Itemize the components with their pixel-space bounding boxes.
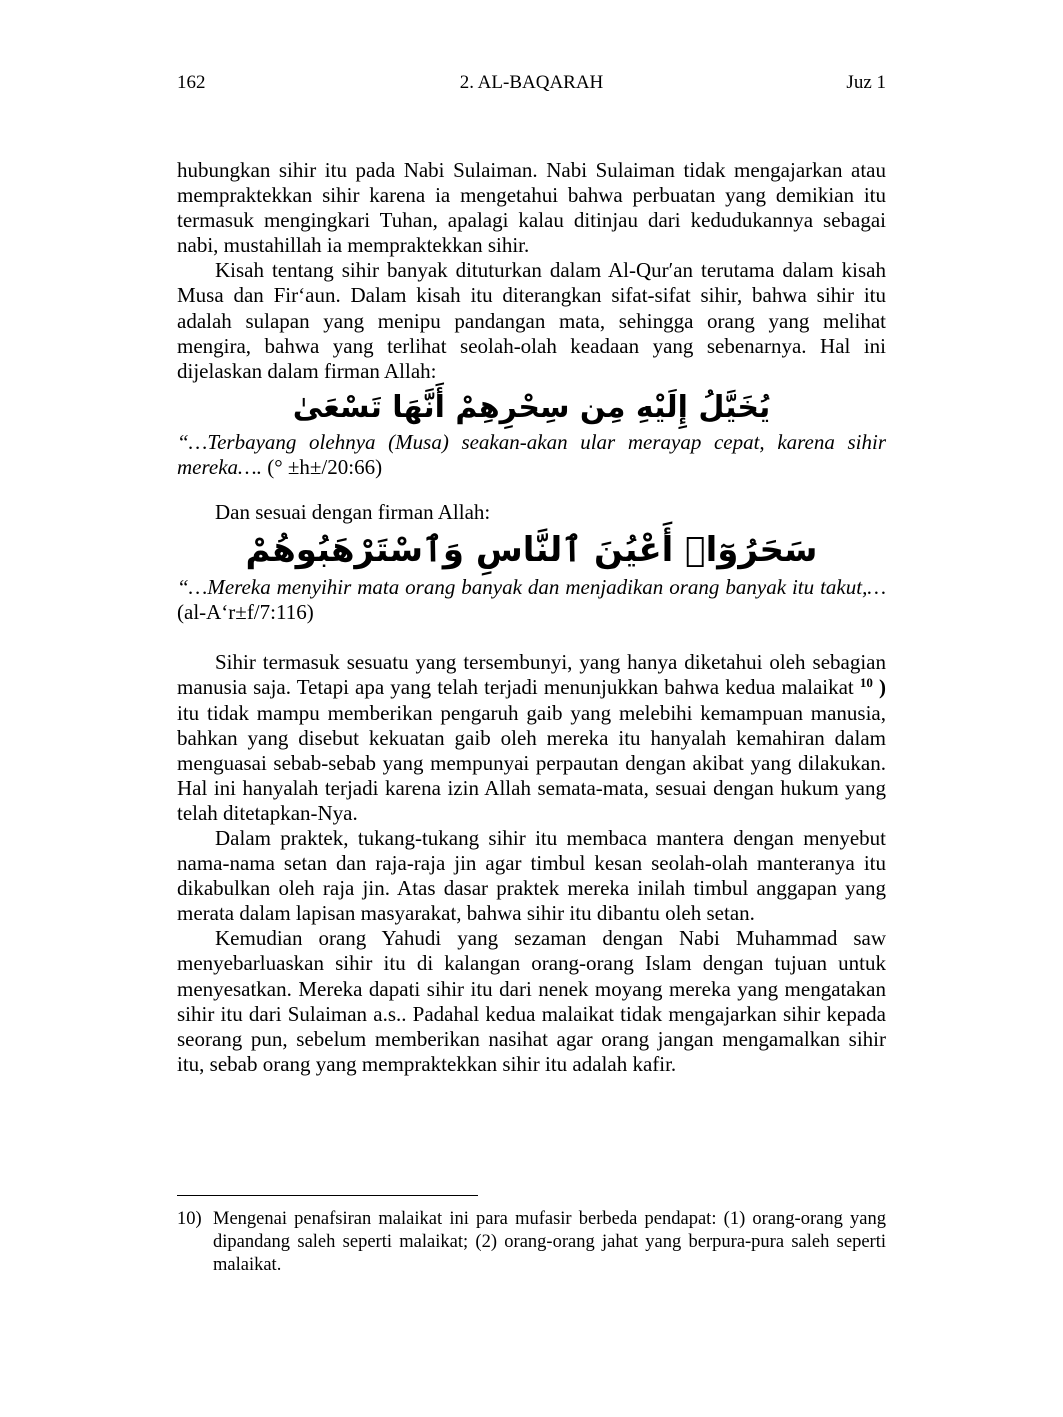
arabic-verse-2: سَحَرُوٓا۟ أَعْيُنَ ٱلنَّاسِ وَٱسْتَرْهَبُوهُمْ [245,530,818,571]
footnote-paren: ) [879,675,887,700]
paragraph-4 [177,650,886,826]
translation-2 [177,575,886,625]
translation-1-reference: (° ±h±/20:66) [261,454,383,479]
page-number: 162 [177,72,206,93]
page-body [177,158,886,1077]
paragraph-4-start: Sihir termasuk sesuatu yang tersembunyi, yang hanya diketahui oleh sebagian manusia saja. Tetapi apa yang telah terjadi menunjukkan bahwa kedua malaikat [177,650,886,700]
footnote [177,1208,886,1277]
translation-2-text: “…Mereka menyihir mata orang banyak dan menjadikan orang banyak itu takut,… [177,575,886,600]
footnote-divider [177,1195,478,1196]
juz-label: Juz 1 [846,72,886,93]
page-header [177,72,886,100]
translation-1 [177,430,886,480]
footnote-number: 10) [177,1209,202,1229]
paragraph-5: Dalam praktek, tukang-tukang sihir itu membaca mantera dengan menyebut nama-nama setan dan raja-raja jin agar timbul kesan seolah-olah manteranya itu dikabulkan oleh raja jin. Atas dasar praktek mereka inilah timbul anggapan yang merata dalam lapisan masyarakat, bahwa sihir itu dibantu oleh setan. [177,825,886,926]
footnote-reference[interactable]: 10 [859,675,873,691]
arabic-verse-1: يُخَيَّلُ إِلَيْهِ مِن سِحْرِهِمْ أَنَّهَا تَسْعَىٰ [292,389,771,425]
paragraph-1: hubungkan sihir itu pada Nabi Sulaiman. Nabi Sulaiman tidak mengajarkan atau mempraktekkan sihir karena ia mengetahui bahwa perbuatan yang demikian itu termasuk mengingkari Tuhan, apalagi kalau ditinjau dari kedudukannya sebagai nabi, mustahillah ia mempraktekkan sihir. [177,158,886,258]
paragraph-4-end: itu tidak mampu memberikan pengaruh gaib yang melebihi kemampuan manusia, bahkan yang disebut kekuatan gaib oleh mereka itu hanyalah kemahiran dalam menguasai sebab-sebab yang mempunyai perpautan dengan akibat yang dilakukan. Hal ini hanyalah terjadi karena izin Allah semata-mata, sesuai dengan hukum yang telah ditetapkan-Nya. [177,700,886,825]
translation-2-reference: (al-A‘r±f/7:116) [177,600,314,625]
paragraph-6: Kemudian orang Yahudi yang sezaman dengan Nabi Muhammad saw menyebarluaskan sihir itu di kalangan orang-orang Islam dengan tujuan untuk menyesatkan. Mereka dapati sihir itu dari nenek moyang mereka yang mengatakan sihir itu dari Sulaiman a.s.. Padahal kedua malaikat tidak mengajarkan sihir kepada seorang pun, sebelum memberikan nasihat agar orang jangan mengamalkan sihir itu, sebab orang yang mempraktekkan sihir itu adalah kafir. [177,926,886,1076]
chapter-title: 2. AL-BAQARAH [459,72,604,93]
translation-1-text: “…Terbayang olehnya (Musa) seakan-akan ular merayap cepat, karena sihir mereka…. [177,429,886,479]
footnote-text: Mengenai penafsiran malaikat ini para mufasir berbeda pendapat: (1) orang-orang yang dipandang saleh seperti malaikat; (2) orang-orang jahat yang berpura-pura saleh seperti malaikat. [213,1209,886,1275]
paragraph-2: Kisah tentang sihir banyak dituturkan dalam Al-Qur′an terutama dalam kisah Musa dan Fir‘aun. Dalam kisah itu diterangkan sifat-sifat sihir, bahwa sihir itu adalah sulapan yang menipu pandangan mata, sehingga orang yang melihat mengira, bahwa yang terlihat seolah-olah keadaan yang sebenarnya. Hal ini dijelaskan dalam firman Allah: [177,258,886,383]
paragraph-3: Dan sesuai dengan firman Allah: [215,500,491,525]
